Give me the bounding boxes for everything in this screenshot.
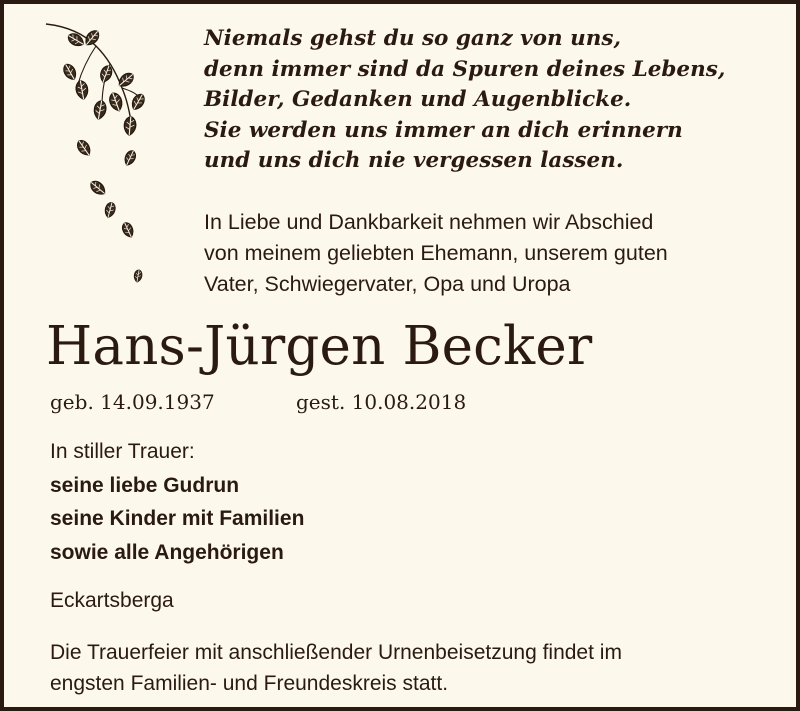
mourner-name: seine liebe Gudrun <box>50 473 240 497</box>
life-dates <box>50 388 467 416</box>
funeral-notice <box>50 637 790 699</box>
farewell-line: von meinem geliebten Ehemann, unserem guten <box>204 241 668 265</box>
mourner-name: seine Kinder mit Familien <box>50 507 305 530</box>
mourner-name: sowie alle Angehörigen <box>50 540 284 564</box>
farewell-line: Vater, Schwiegervater, Opa und Uropa <box>204 272 571 296</box>
poem-line: und uns dich nie vergessen lassen. <box>204 148 624 173</box>
deceased-name: Hans-Jürgen Becker <box>46 316 593 377</box>
poem <box>204 24 794 177</box>
poem-line: Sie werden uns immer an dich erinnern <box>204 117 683 143</box>
funeral-notice-line: engsten Familien- und Freundeskreis statt. <box>50 672 449 695</box>
poem-line: Bilder, Gedanken und Augenblicke. <box>204 87 632 112</box>
farewell-line: In Liebe und Dankbarkeit nehmen wir Abschied <box>204 210 654 234</box>
poem-line: denn immer sind da Spuren deines Lebens, <box>204 56 726 82</box>
town-name: Eckartsberga <box>50 589 174 612</box>
birth-date: geb. 14.09.1937 <box>50 390 215 414</box>
mourners-block <box>50 435 304 569</box>
mourners-heading: In stiller Trauer: <box>50 440 195 463</box>
falling-leaves-icon <box>44 18 154 298</box>
death-date: gest. 10.08.2018 <box>296 390 467 414</box>
farewell-text <box>204 207 794 300</box>
funeral-notice-line: Die Trauerfeier mit anschließender Urnenbeisetzung findet im <box>50 641 622 664</box>
poem-line: Niemals gehst du so ganz von uns, <box>204 26 621 51</box>
